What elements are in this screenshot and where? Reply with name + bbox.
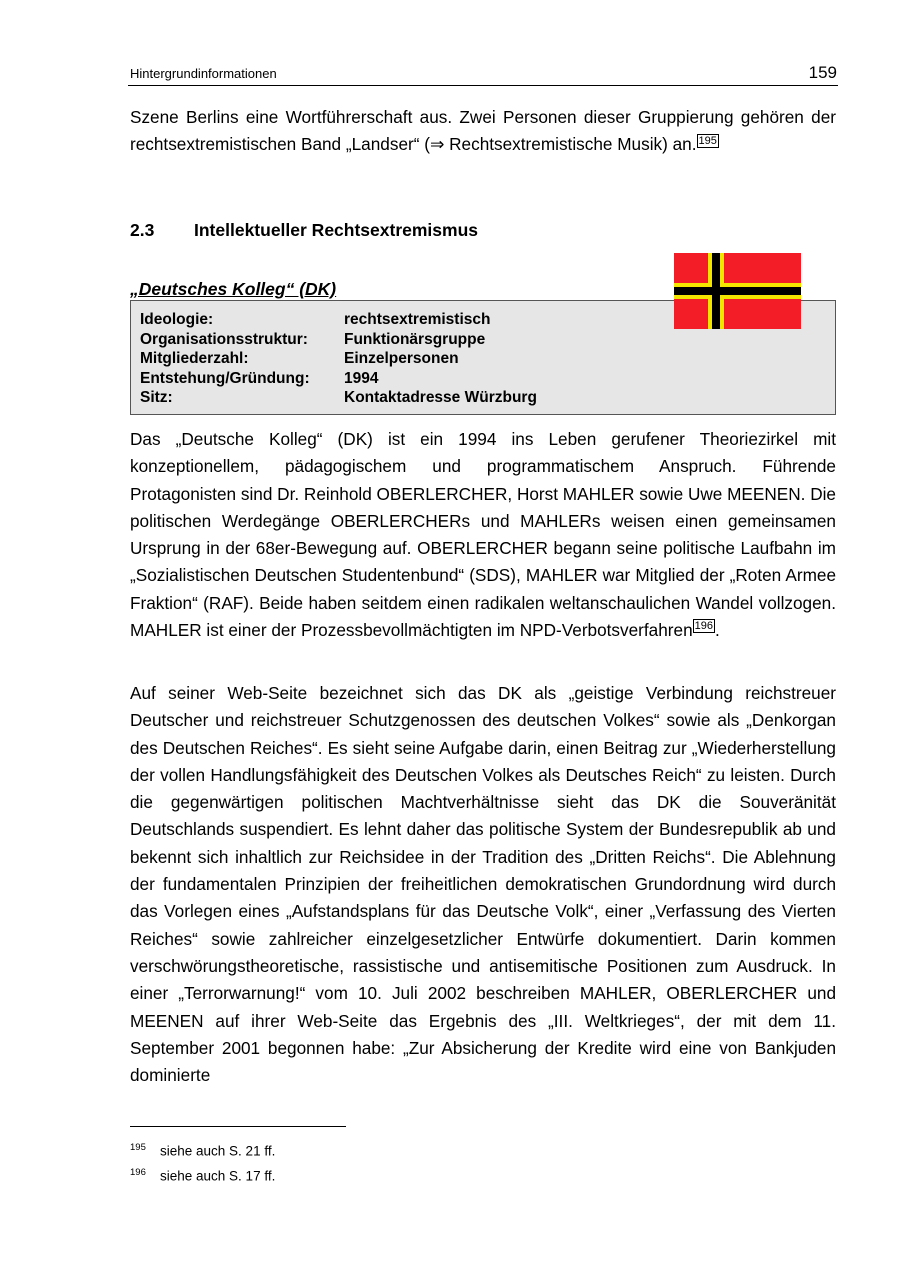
paragraph-text: Das „Deutsche Kolleg“ (DK) ist ein 1994 ins Leben gerufener Theoriezirkel mit konzeptionellem, pädagogischem und programmatischem Anspruch. Führende Protagonisten sind Dr. Reinhold OBERLERCHER, Horst MAHLER sowie Uwe MEENEN. Die politischen Werdegänge OBERLERCHERs und MAHLERs weisen einen gemeinsamen Ursprung in der 68er-Bewegung auf. OBERLERCHER begann seine politische Laufbahn im „Sozialistischen Deutschen Studentenbund“ (SDS), MAHLER war Mitglied der „Roten Armee Fraktion“ (RAF). Beide haben seitdem einen radikalen weltanschaulichen Wandel vollzogen. MAHLER ist einer der Prozessbevollmächtigten im NPD-Verbotsverfahren bbox=[130, 429, 836, 641]
info-value: Funktionärsgruppe bbox=[344, 330, 486, 348]
info-label: Organisationsstruktur: bbox=[140, 330, 308, 348]
info-value: 1994 bbox=[344, 369, 379, 387]
info-row bbox=[140, 388, 537, 407]
section-number: 2.3 bbox=[130, 220, 155, 240]
footnote-rule bbox=[130, 1126, 346, 1127]
paragraph-text: Auf seiner Web-Seite bezeichnet sich das DK als „geistige Verbindung reichstreuer Deutscher und reichstreuer Schutzgenossen des deutschen Volkes“ sowie als „Denkorgan des Deutschen Reiches“. Es sieht seine Aufgabe darin, einen Beitrag zur „Wiederherstellung der vollen Handlungsfähigkeit des Deutschen Volkes als Deutsches Reich“ zu leisten. Durch die gegenwärtigen politischen Machtverhältnisse sieht das DK die Souveränität Deutschlands suspendiert. Es lehnt daher das politische System der Bundesrepublik ab und bekennt sich inhaltlich zur Reichsidee in der Tradition des „Dritten Reichs“. Die Ablehnung der fundamentalen Prinzipien der freiheitlichen demokratischen Grundordnung wird durch das Vorlegen eines „Aufstandsplans für das Deutsche Volk“, einer „Verfassung des Vierten Reiches“ sowie zahlreicher einzelgesetzlicher Entwürfe dokumentiert. Darin kommen verschwörungstheoretische, rassistische und antisemitische Positionen zum Ausdruck. In einer „Terrorwarnung!“ vom 10. Juli 2002 beschreiben MAHLER, OBERLERCHER und MEENEN auf ihrer Web-Seite das Ergebnis des „III. Weltkrieges“, der mit dem 11. September 2001 begonnen habe: „Zur Absicherung der Kredite wird eine von Bankjuden dominierte bbox=[130, 683, 836, 1086]
page-number: 159 bbox=[808, 63, 837, 82]
footnote-195 bbox=[130, 1142, 275, 1159]
intro-text: Szene Berlins eine Wortführerschaft aus. Zwei Personen dieser Gruppierung gehören der rechtsextremistischen Band „Landser“ (⇒ Rechtsextremistische Musik) an. bbox=[130, 107, 836, 155]
organization-name: „Deutsches Kolleg“ (DK) bbox=[130, 279, 337, 299]
info-label: Ideologie: bbox=[140, 311, 214, 328]
footnote-196 bbox=[130, 1167, 275, 1184]
body-paragraph-1 bbox=[130, 426, 836, 644]
body-paragraph-2 bbox=[130, 680, 836, 1089]
section-title: Intellektueller Rechtsextremismus bbox=[194, 220, 479, 240]
flag-graphic bbox=[674, 253, 801, 329]
footnote-ref-195[interactable]: 195 bbox=[698, 134, 717, 147]
footnote-ref-196[interactable]: 196 bbox=[694, 620, 713, 633]
info-label: Mitgliederzahl: bbox=[140, 350, 249, 367]
footnote-text: siehe auch S. 21 ff. bbox=[160, 1143, 276, 1159]
info-value: rechtsextremistisch bbox=[344, 311, 491, 328]
info-row bbox=[140, 349, 459, 368]
footnote-number: 196 bbox=[130, 1167, 146, 1178]
footnote-text: siehe auch S. 17 ff. bbox=[160, 1168, 276, 1184]
info-value: Kontaktadresse Würzburg bbox=[344, 389, 537, 406]
paragraph-end: . bbox=[715, 620, 720, 641]
info-row bbox=[140, 369, 378, 388]
footnote-number: 195 bbox=[130, 1142, 146, 1153]
intro-paragraph bbox=[130, 104, 836, 159]
info-row bbox=[140, 330, 485, 349]
running-header-title: Hintergrundinformationen bbox=[130, 66, 277, 81]
info-row bbox=[140, 310, 490, 329]
organization-flag bbox=[674, 253, 801, 329]
info-label: Sitz: bbox=[140, 389, 173, 406]
info-value: Einzelpersonen bbox=[344, 350, 459, 367]
section-heading bbox=[130, 220, 478, 241]
info-label: Entstehung/Gründung: bbox=[140, 369, 310, 387]
header-rule bbox=[128, 85, 838, 86]
